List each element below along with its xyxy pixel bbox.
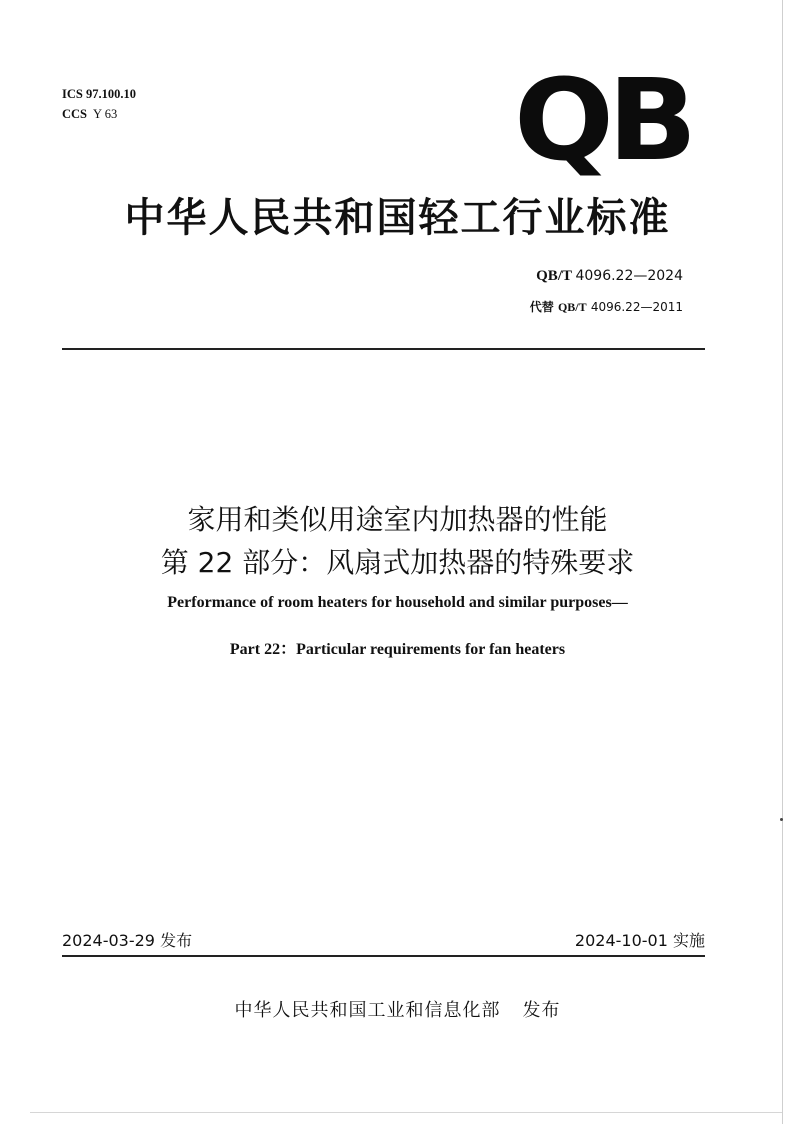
bottom-rule (62, 955, 705, 957)
top-rule (62, 348, 705, 350)
page-edge-bottom (30, 1112, 782, 1113)
replaces-prefix: QB/T (557, 300, 587, 314)
issuer-line (0, 996, 795, 1022)
title-cn-line2: 第 22 部分：风扇式加热器的特殊要求 (160, 546, 635, 579)
ics-code: ICS 97.100.10 (62, 87, 136, 101)
effective-date: 2024-10-01 实施 (574, 931, 705, 950)
title-en-line2: Part 22：Particular requirements for fan heaters (229, 641, 566, 658)
issue-date: 2024-03-29 发布 (62, 931, 193, 950)
title-cn-line1: 家用和类似用途室内加热器的性能 (187, 503, 608, 536)
issuer-name: 中华人民共和国工业和信息化部 (234, 1000, 501, 1021)
title-en-line1: Performance of room heaters for household and similar purposes— (167, 594, 628, 611)
standard-number (536, 268, 683, 285)
standard-number-value: 4096.22—2024 (575, 268, 683, 284)
scan-speck (780, 818, 783, 821)
replaces-line (530, 298, 683, 315)
qb-logo: QB (514, 56, 692, 186)
replaces-number: 4096.22—2011 (590, 300, 683, 314)
standard-type-title: 中华人民共和国轻工行业标准 (124, 195, 671, 241)
ccs-value: Y 63 (93, 107, 118, 121)
classification-codes (62, 84, 136, 124)
standard-number-prefix: QB/T (536, 268, 572, 284)
ccs-prefix: CCS (62, 107, 88, 121)
issuer-action: 发布 (522, 1000, 561, 1021)
replaces-label: 代替 (529, 300, 554, 314)
ccs-code (62, 104, 136, 124)
